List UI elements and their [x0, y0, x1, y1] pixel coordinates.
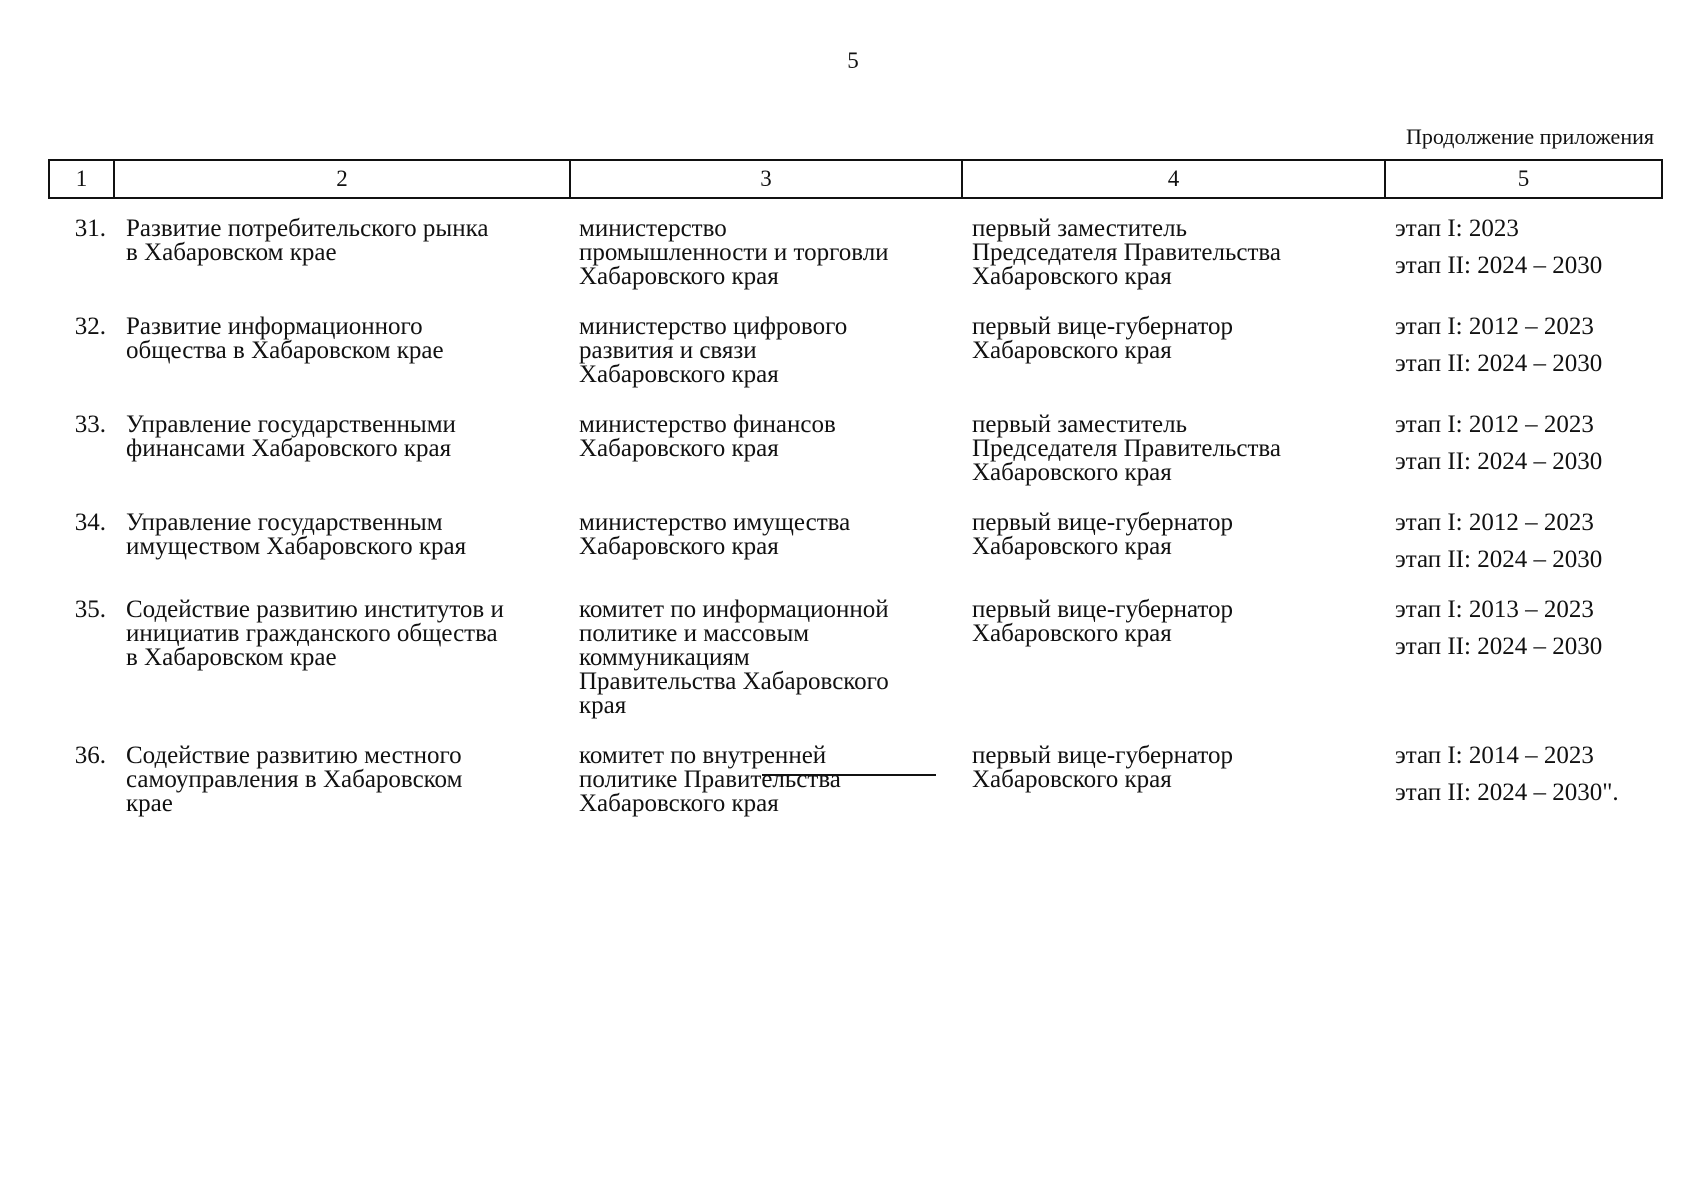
responsible-executor: министерство промышленности и торговли Хабаровского края [579, 215, 889, 290]
column-header-2: 2 [114, 160, 570, 198]
responsible-executor: комитет по информационной политике и массовым коммуникациям Правительства Хабаровского края [579, 596, 889, 719]
row-number: 35. [74, 596, 106, 623]
stage-2: этап II: 2024 – 2030 [1395, 350, 1603, 377]
curator: первый заместитель Председателя Правительства Хабаровского края [972, 215, 1281, 290]
implementation-period [1385, 499, 1662, 586]
table-row [49, 303, 1662, 401]
responsible-executor: министерство имущества Хабаровского края [579, 509, 851, 560]
table-row [49, 732, 1662, 830]
table-header [49, 160, 1662, 198]
stage-2: этап II: 2024 – 2030 [1395, 448, 1603, 475]
stage-2: этап II: 2024 – 2030 [1395, 633, 1603, 660]
stage-1: этап I: 2012 – 2023 [1395, 509, 1594, 536]
column-header-3: 3 [570, 160, 962, 198]
row-number: 31. [74, 215, 106, 242]
stage-1: этап I: 2012 – 2023 [1395, 411, 1594, 438]
stage-2: этап II: 2024 – 2030 [1395, 252, 1603, 279]
table-row [49, 401, 1662, 499]
program-name: Развитие потребительского рынка в Хабаровском крае [126, 215, 489, 266]
table-row [49, 499, 1662, 586]
column-header-1: 1 [49, 160, 114, 198]
stage-2: этап II: 2024 – 2030". [1395, 779, 1619, 806]
column-number-row [49, 160, 1662, 198]
programs-table-container [48, 159, 1661, 830]
column-header-4: 4 [962, 160, 1385, 198]
stage-1: этап I: 2012 – 2023 [1395, 313, 1594, 340]
row-number: 32. [74, 313, 106, 340]
row-number: 33. [74, 411, 106, 438]
programs-table [48, 159, 1663, 830]
curator: первый заместитель Председателя Правительства Хабаровского края [972, 411, 1281, 486]
implementation-period [1385, 586, 1662, 732]
stage-1: этап I: 2023 [1395, 215, 1519, 242]
stage-2: этап II: 2024 – 2030 [1395, 546, 1603, 573]
continuation-label: Продолжение приложения [1406, 124, 1654, 149]
implementation-period [1385, 401, 1662, 499]
program-name: Содействие развитию местного самоуправления в Хабаровском крае [126, 742, 463, 817]
stage-1: этап I: 2014 – 2023 [1395, 742, 1594, 769]
responsible-executor: министерство финансов Хабаровского края [579, 411, 836, 462]
curator: первый вице-губернатор Хабаровского края [972, 596, 1234, 647]
curator: первый вице-губернатор Хабаровского края [972, 509, 1234, 560]
page-number: 5 [847, 48, 859, 73]
end-of-document-rule [762, 774, 936, 776]
table-row [49, 586, 1662, 732]
table-row [49, 198, 1662, 303]
implementation-period [1385, 732, 1662, 830]
implementation-period [1385, 198, 1662, 303]
implementation-period [1385, 303, 1662, 401]
responsible-executor: министерство цифрового развития и связи Хабаровского края [579, 313, 848, 388]
program-name: Содействие развитию институтов и инициатив гражданского общества в Хабаровском крае [126, 596, 504, 671]
column-header-5: 5 [1385, 160, 1662, 198]
curator: первый вице-губернатор Хабаровского края [972, 742, 1234, 793]
program-name: Развитие информационного общества в Хабаровском крае [126, 313, 444, 364]
row-number: 36. [74, 742, 106, 769]
table-body [49, 198, 1662, 830]
responsible-executor: комитет по внутренней политике Правительства Хабаровского края [579, 742, 841, 817]
program-name: Управление государственным имуществом Хабаровского края [126, 509, 467, 560]
stage-1: этап I: 2013 – 2023 [1395, 596, 1594, 623]
curator: первый вице-губернатор Хабаровского края [972, 313, 1234, 364]
program-name: Управление государственными финансами Хабаровского края [126, 411, 456, 462]
row-number: 34. [74, 509, 106, 536]
